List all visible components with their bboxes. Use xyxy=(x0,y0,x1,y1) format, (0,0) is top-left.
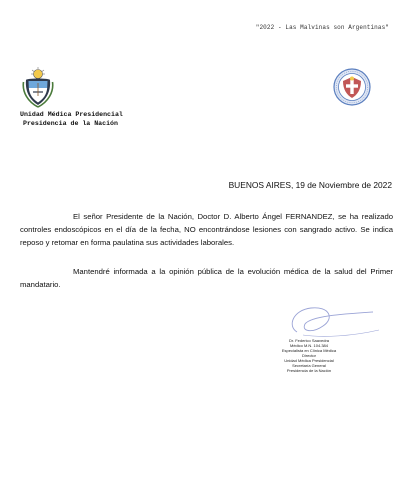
signer-license: Médico M.N. 104.384 xyxy=(289,343,329,348)
handwritten-signature xyxy=(283,302,383,342)
argentina-coat-of-arms-icon xyxy=(22,66,54,108)
institution-block xyxy=(20,110,123,128)
letter-date: BUENOS AIRES, 19 de Noviembre de 2022 xyxy=(228,180,392,190)
institution-unit-name: Unidad Médica Presidencial xyxy=(20,111,123,118)
signer-name: Dr. Federico Saavedra xyxy=(288,338,330,343)
institution-presidency: Presidencia de la Nación xyxy=(23,120,118,127)
signer-office: Secretaría General xyxy=(292,363,326,368)
signer-role: Director xyxy=(301,353,316,358)
paragraph-medical-report: El señor Presidente de la Nación, Doctor D. Alberto Ángel FERNANDEZ, se ha realizado controles endoscópicos en el día de la fecha, NO encontrándose lesiones con sangrado activo. Se indica reposo y retomar en forma paulatina sus actividades laborales. xyxy=(20,212,393,247)
motto-header: "2022 - Las Malvinas son Argentinas" xyxy=(255,24,389,31)
signer-institution: Presidencia de la Nación xyxy=(286,368,332,373)
paragraph-public-information: Mantendré informada a la opinión pública de la evolución médica de la salud del Primer mandatario. xyxy=(20,267,393,289)
signer-block xyxy=(263,338,355,373)
signer-unit: Unidad Médica Presidencial xyxy=(284,358,334,363)
signer-specialty: Especialista en Clínica Médica xyxy=(281,348,337,353)
unidad-medica-presidencial-seal-icon xyxy=(333,68,371,106)
